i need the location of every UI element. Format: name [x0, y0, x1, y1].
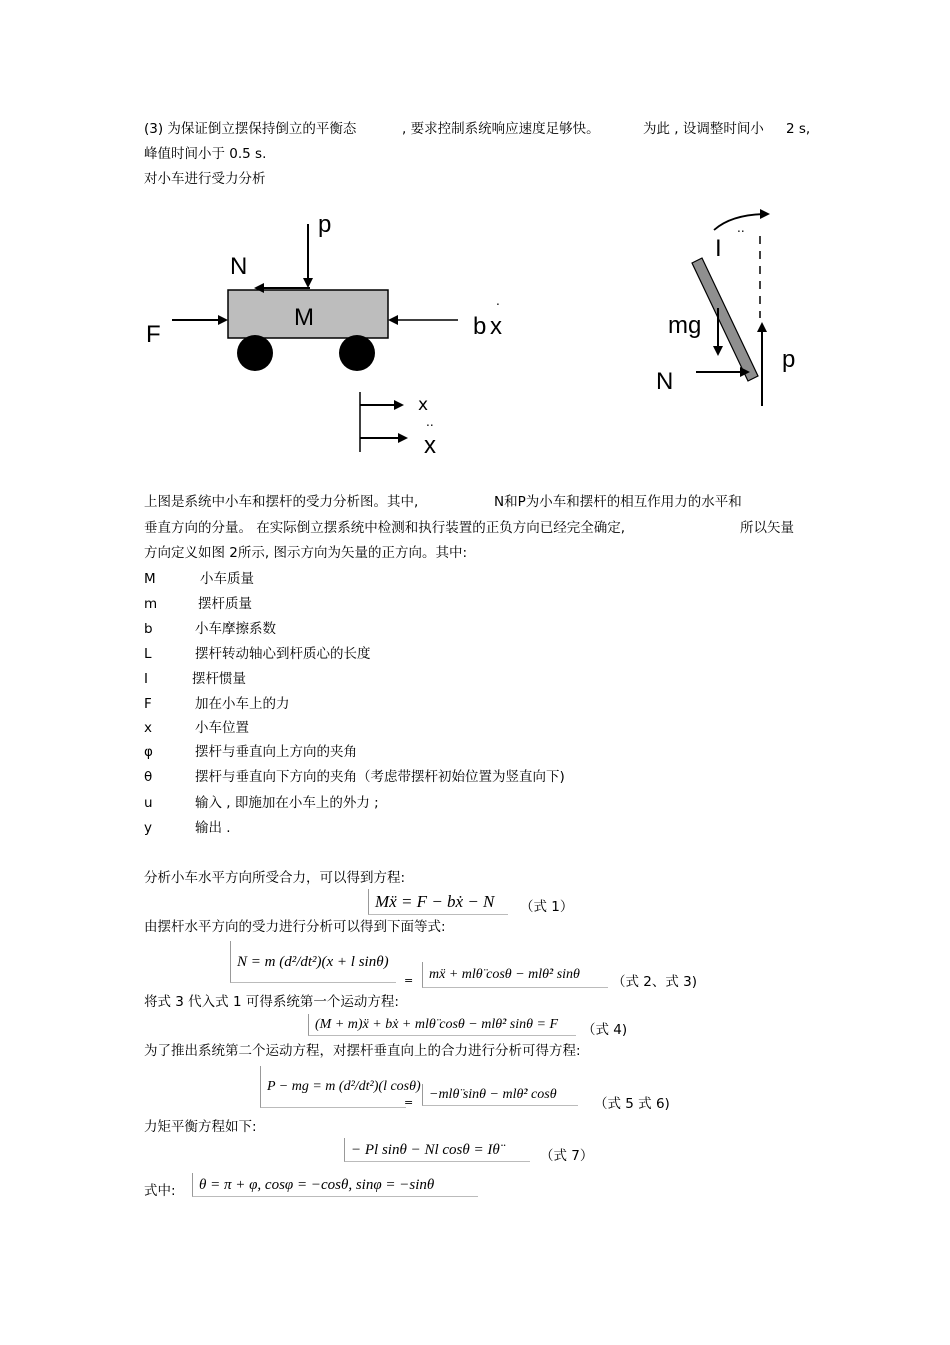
var-symbol: x: [144, 720, 152, 736]
var-symbol: m: [144, 596, 158, 612]
pendulum-rod: [692, 258, 758, 381]
var-description: 摆杆质量: [198, 596, 252, 612]
equation-4-tag: （式 4): [582, 1022, 628, 1038]
para1-line3: 方向定义如图 2所示, 图示方向为矢量的正方向。其中:: [144, 545, 468, 561]
equation-8: θ = π + φ, cosφ = −cosθ, sinφ = −sinθ: [192, 1173, 478, 1197]
var-description: 输出 .: [195, 820, 231, 836]
para1-line1-b: N和P为小车和摆杆的相互作用力的水平和: [494, 494, 742, 510]
pendulum-label-I: I: [715, 235, 722, 262]
equation-1-tag: （式 1）: [520, 899, 574, 915]
var-symbol: M: [144, 571, 156, 587]
var-symbol: φ: [144, 744, 153, 760]
equation-1: Mẍ = F − bẋ − N: [368, 889, 508, 915]
pendulum-label-mg: mg: [668, 312, 702, 339]
var-description: 摆杆转动轴心到杆质心的长度: [195, 646, 371, 662]
equation-2: N = m (d²/dt²)(x + l sinθ): [230, 941, 396, 983]
cart-label-dot: .: [496, 294, 500, 308]
var-symbol: u: [144, 795, 153, 811]
intro-line2: 峰值时间小于 0.5 s.: [144, 146, 267, 162]
equation-3: mẍ + mlθ̈ cosθ − mlθ̇² sinθ: [422, 962, 608, 988]
cart-label-F: F: [146, 321, 161, 348]
cart-force-diagram: [140, 200, 500, 470]
var-symbol: I: [144, 671, 148, 687]
equation-equals: =: [404, 1096, 414, 1109]
para1-line1-a: 上图是系统中小车和摆杆的受力分析图。其中,: [144, 494, 419, 510]
cart-label-x1: x: [418, 395, 429, 415]
intro-line3: 对小车进行受力分析: [144, 171, 266, 187]
intro-line1-c: 为此 , 设调整时间小: [643, 121, 764, 137]
cart-label-M: M: [294, 304, 314, 331]
equation-5-6-tag: （式 5 式 6): [594, 1096, 670, 1112]
var-symbol: y: [144, 820, 152, 836]
analysis-sentence-6: 式中:: [144, 1183, 176, 1199]
var-symbol: b: [144, 621, 153, 637]
analysis-sentence-3: 将式 3 代入式 1 可得系统第一个运动方程:: [144, 994, 399, 1010]
equation-5: P − mg = m (d²/dt²)(l cosθ): [260, 1066, 406, 1108]
equation-4: (M + m)ẍ + bẋ + mlθ̈ cosθ − mlθ̇² sinθ = F: [308, 1014, 576, 1036]
cart-label-N: N: [230, 253, 248, 280]
pendulum-label-p: p: [782, 346, 796, 373]
para1-line2-b: 所以矢量: [740, 520, 794, 536]
analysis-sentence-4: 为了推出系统第二个运动方程，对摆杆垂直向上的合力进行分析可得方程:: [144, 1043, 581, 1059]
cart-wheel-right: [339, 335, 375, 371]
var-symbol: F: [144, 696, 152, 712]
var-description: 小车质量: [200, 571, 254, 587]
intro-line1-b: , 要求控制系统响应速度足够快。: [402, 121, 600, 137]
para1-line2-a: 垂直方向的分量。 在实际倒立摆系统中检测和执行装置的正负方向已经完全确定,: [144, 520, 626, 536]
equation-2-3-tag: （式 2、式 3): [612, 974, 698, 990]
var-symbol: θ: [144, 769, 153, 785]
analysis-sentence-1: 分析小车水平方向所受合力，可以得到方程:: [144, 870, 406, 886]
equation-7: − Pl sinθ − Nl cosθ = Iθ̈: [344, 1138, 530, 1162]
equation-equals: =: [404, 974, 414, 987]
var-description: 小车摩擦系数: [195, 621, 276, 637]
pendulum-label-N: N: [656, 368, 674, 395]
var-description: 输入 , 即施加在小车上的外力 ;: [195, 795, 379, 811]
var-description: 摆杆惯量: [192, 671, 246, 687]
var-description: 摆杆与垂直向下方向的夹角（考虑带摆杆初始位置为竖直向下): [195, 769, 565, 785]
equation-6: −mlθ̈ sinθ − mlθ̇² cosθ: [422, 1084, 578, 1106]
cart-label-x: x: [490, 313, 502, 340]
analysis-sentence-5: 力矩平衡方程如下:: [144, 1119, 257, 1135]
var-description: 加在小车上的力: [195, 696, 290, 712]
var-description: 小车位置: [195, 720, 249, 736]
cart-label-ddot: ..: [426, 415, 434, 429]
equation-7-tag: （式 7）: [540, 1148, 594, 1164]
var-symbol: L: [144, 646, 152, 662]
analysis-sentence-2: 由摆杆水平方向的受力进行分析可以得到下面等式:: [144, 919, 446, 935]
cart-label-x2: x: [424, 432, 436, 459]
cart-label-b: b: [473, 313, 487, 340]
intro-line1-d: 2 s,: [786, 121, 811, 137]
cart-wheel-left: [237, 335, 273, 371]
var-description: 摆杆与垂直向上方向的夹角: [195, 744, 357, 760]
cart-label-p: p: [318, 211, 332, 238]
pendulum-label-ddot: ..: [737, 221, 745, 235]
intro-line1-a: (3) 为保证倒立摆保持倒立的平衡态: [144, 121, 357, 137]
